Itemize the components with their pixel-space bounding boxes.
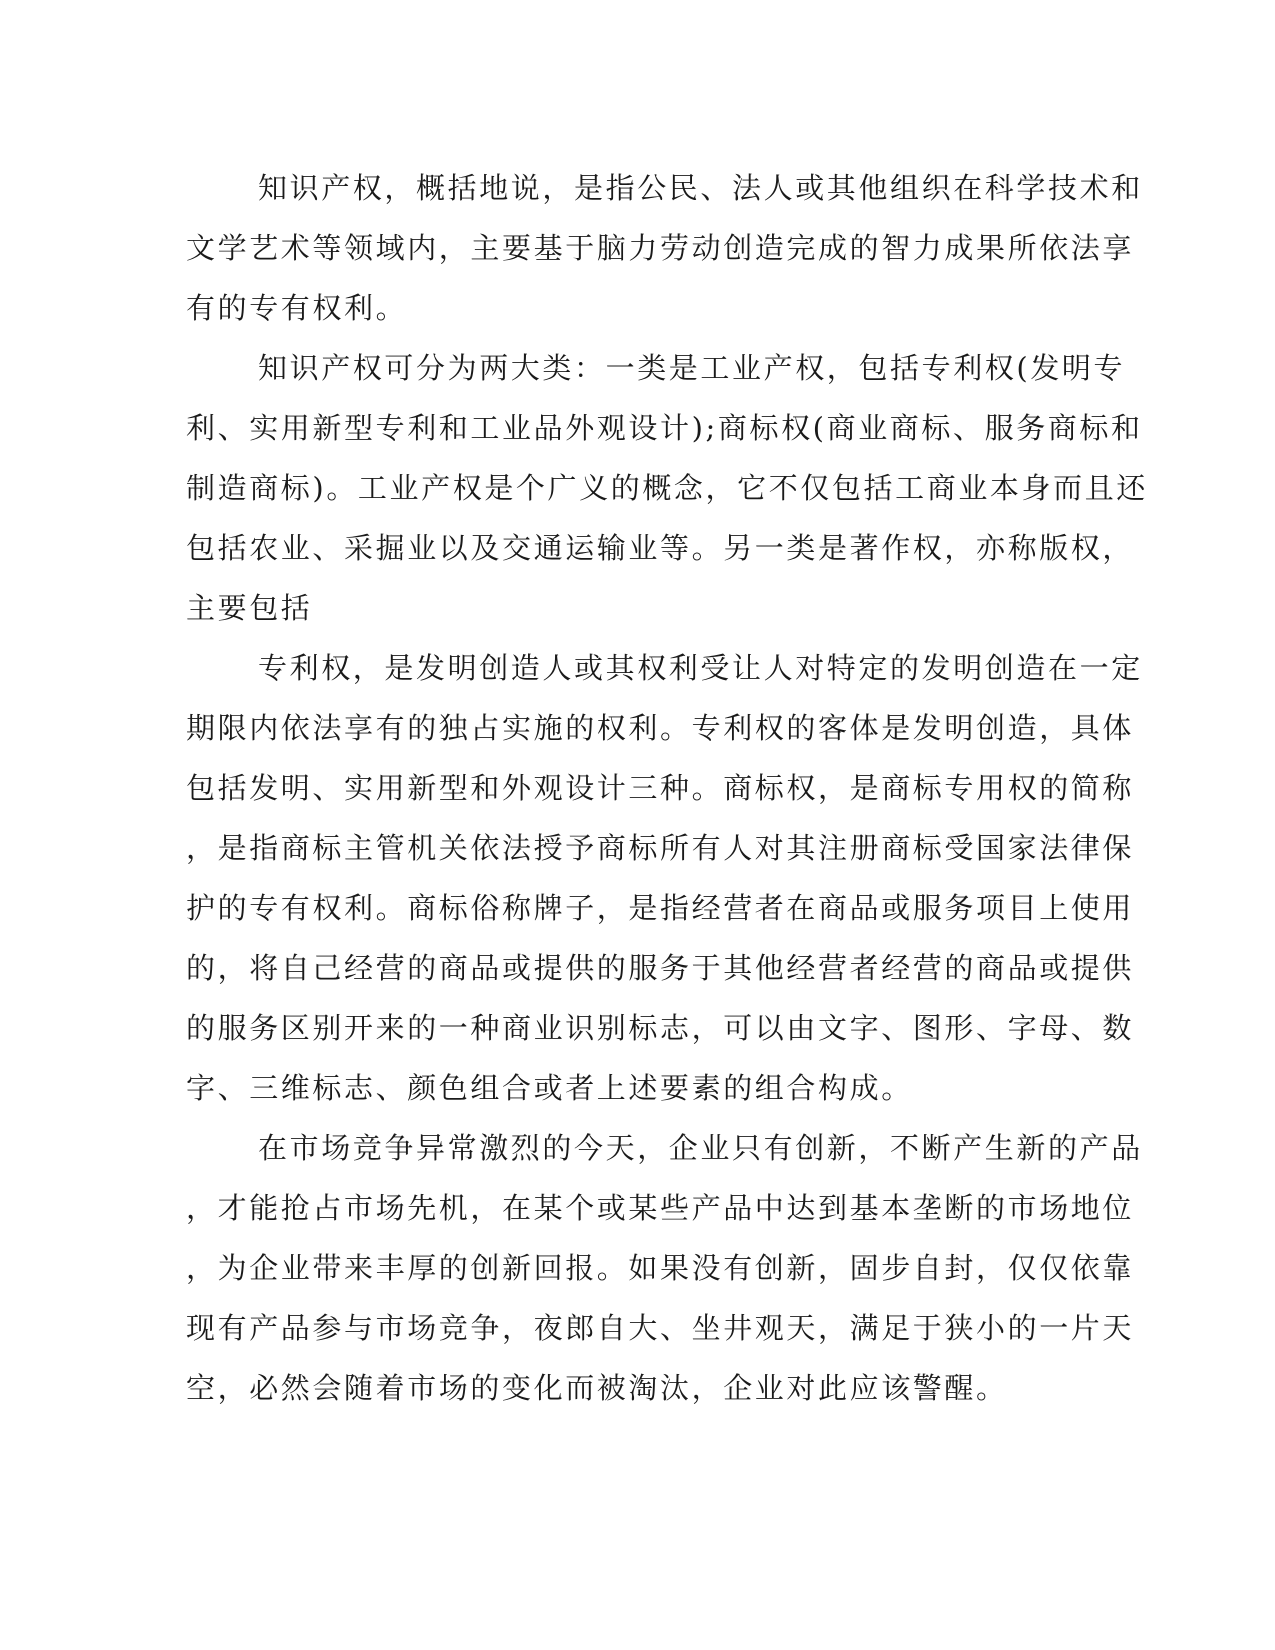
text-line: ，为企业带来丰厚的创新回报。如果没有创新，固步自封，仅仅依靠: [186, 1251, 1135, 1285]
text-line: 有的专有权利。: [186, 291, 408, 325]
paragraph-ip-definition: [186, 158, 1143, 338]
text-line: 的，将自己经营的商品或提供的服务于其他经营者经营的商品或提供: [186, 951, 1135, 985]
text-line: 的服务区别开来的一种商业识别标志，可以由文字、图形、字母、数: [186, 1011, 1135, 1045]
text-line: 在市场竞争异常激烈的今天，企业只有创新，不断产生新的产品: [258, 1131, 1143, 1165]
text-line: ，才能抢占市场先机，在某个或某些产品中达到基本垄断的市场地位: [186, 1191, 1135, 1225]
paragraph-ip-categories: [186, 338, 1148, 638]
text-line: 利、实用新型专利和工业品外观设计);商标权(商业商标、服务商标和: [186, 411, 1143, 445]
text-line: 包括发明、实用新型和外观设计三种。商标权，是商标专用权的简称: [186, 771, 1135, 805]
text-line: 知识产权，概括地说，是指公民、法人或其他组织在科学技术和: [258, 171, 1143, 205]
text-line: 护的专有权利。商标俗称牌子，是指经营者在商品或服务项目上使用: [186, 891, 1135, 925]
text-line: 制造商标)。工业产权是个广义的概念，它不仅包括工商业本身而且还: [186, 471, 1148, 505]
text-line: 包括农业、采掘业以及交通运输业等。另一类是著作权，亦称版权，: [186, 531, 1135, 565]
text-line: ，是指商标主管机关依法授予商标所有人对其注册商标受国家法律保: [186, 831, 1135, 865]
text-line: 专利权，是发明创造人或其权利受让人对特定的发明创造在一定: [258, 651, 1143, 685]
paragraph-innovation: [186, 1118, 1143, 1418]
text-line: 现有产品参与市场竞争，夜郎自大、坐井观天，满足于狭小的一片天: [186, 1311, 1135, 1345]
document-body: [186, 158, 1148, 1418]
paragraph-patent-trademark: [186, 638, 1143, 1118]
text-line: 字、三维标志、颜色组合或者上述要素的组合构成。: [186, 1071, 913, 1105]
text-line: 文学艺术等领域内，主要基于脑力劳动创造完成的智力成果所依法享: [186, 231, 1135, 265]
text-line: 知识产权可分为两大类：一类是工业产权，包括专利权(发明专: [258, 351, 1126, 385]
text-line: 主要包括: [186, 591, 313, 625]
text-line: 期限内依法享有的独占实施的权利。专利权的客体是发明创造，具体: [186, 711, 1135, 745]
text-line: 空，必然会随着市场的变化而被淘汰，企业对此应该警醒。: [186, 1371, 1008, 1405]
